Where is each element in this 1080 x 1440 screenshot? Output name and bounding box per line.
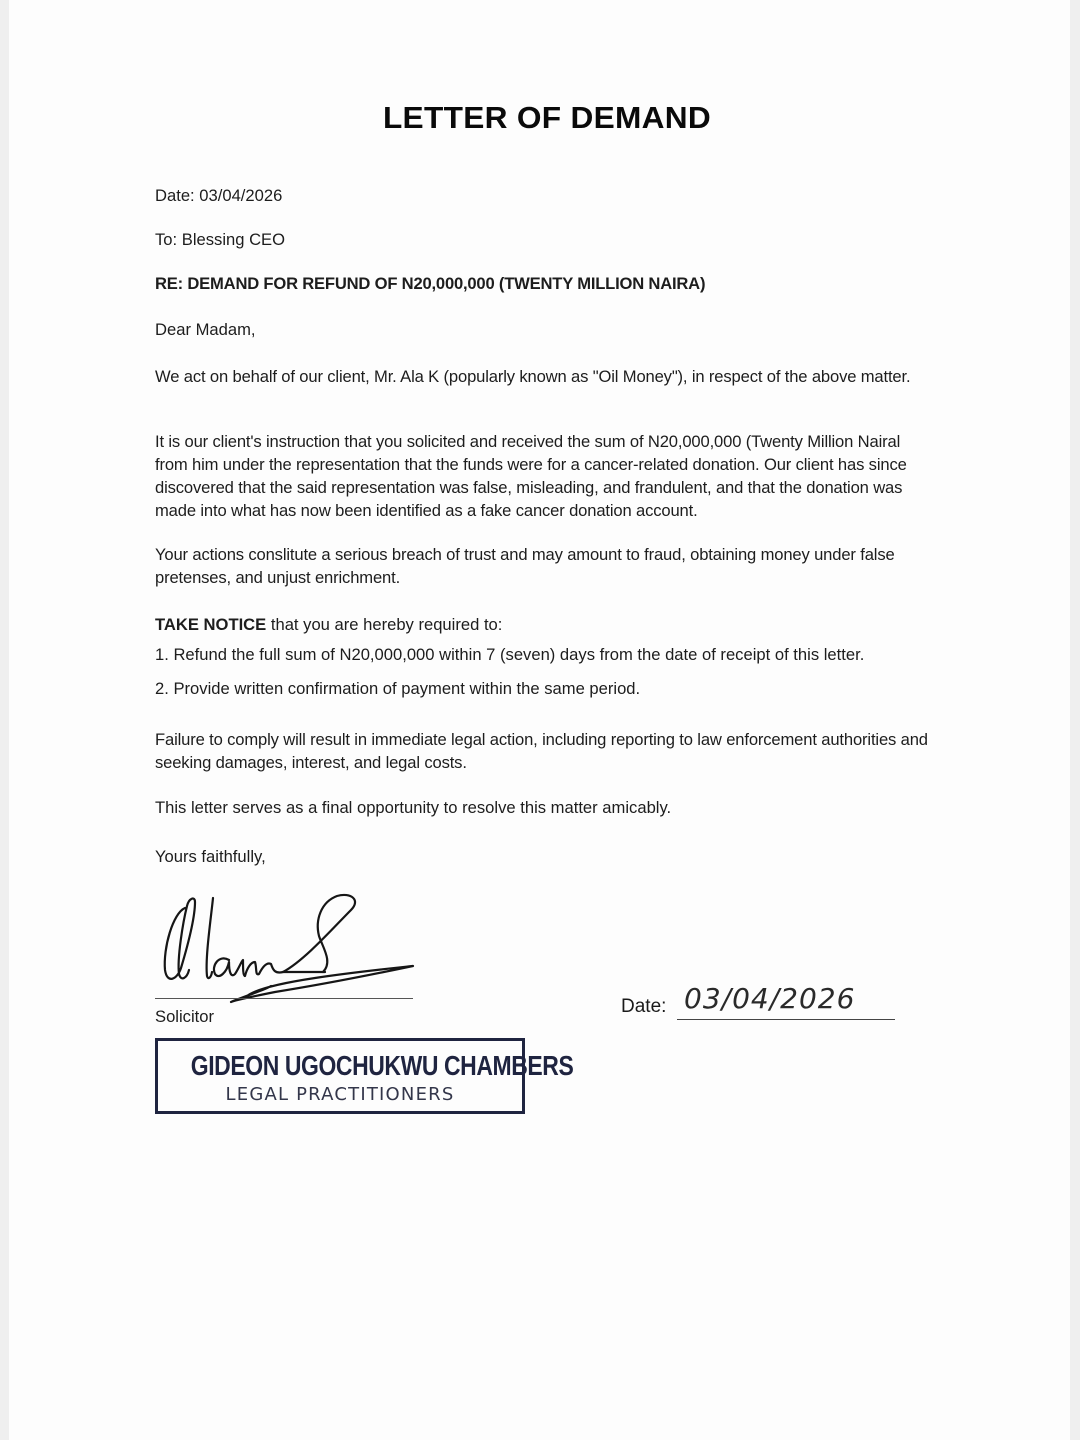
take-notice-label: TAKE NOTICE (155, 615, 267, 634)
signature-line (155, 998, 413, 999)
recipient-line: To: Blessing CEO (155, 230, 286, 249)
signature-date-label: Date: (621, 996, 667, 1017)
letter-page (9, 0, 1070, 1440)
closing-paragraph-2: This letter serves as a final opportunity to resolve this matter amicably. (155, 798, 672, 817)
take-notice-text: that you are hereby required to: (266, 615, 503, 634)
body-paragraph-3: Your actions conslitute a serious breach of trust and may amount to fraud, obtaining money under false pretenses, and unjust enrichment. (155, 545, 895, 587)
stamp-subtitle: LEGAL PRACTITIONERS (225, 1084, 455, 1105)
signature-date-value: 03/04/2026 (684, 982, 856, 1015)
stamp-firm-name: GIDEON UGOCHUKWU CHAMBERS (190, 1050, 574, 1081)
notice-item-2: 2. Provide written confirmation of payment within the same period. (155, 679, 641, 698)
letter-date: Date: 03/04/2026 (155, 186, 283, 205)
closing-paragraph-1: Failure to comply will result in immediate legal action, including reporting to law enforcement authorities and seeking damages, interest, and legal costs. (155, 730, 928, 772)
signatory-role: Solicitor (155, 1007, 215, 1026)
letter-title: LETTER OF DEMAND (382, 100, 712, 135)
signature-icon (155, 888, 425, 1008)
take-notice-line (155, 614, 935, 637)
subject-line: RE: DEMAND FOR REFUND OF N20,000,000 (TWENTY MILLION NAIRA) (155, 274, 706, 293)
body-paragraph-1: We act on behalf of our client, Mr. Ala K (popularly known as "Oil Money"), in respect of the above matter. (155, 367, 911, 386)
body-paragraph-2: It is our client's instruction that you solicited and received the sum of N20,000,000 (Twenty Million Nairal from him under the representation that the funds were for a cancer-related donation. Our client has since discovered that the said representation was false, misleading, and frandulent, and that the donation was made into what has now been identified as a fake cancer donation account. (155, 432, 907, 520)
notice-item-1: 1. Refund the full sum of N20,000,000 within 7 (seven) days from the date of receipt of this letter. (155, 645, 865, 664)
date-underline (677, 1019, 895, 1020)
valediction: Yours faithfully, (155, 847, 266, 866)
law-firm-stamp (155, 1038, 574, 1114)
salutation: Dear Madam, (155, 320, 256, 339)
